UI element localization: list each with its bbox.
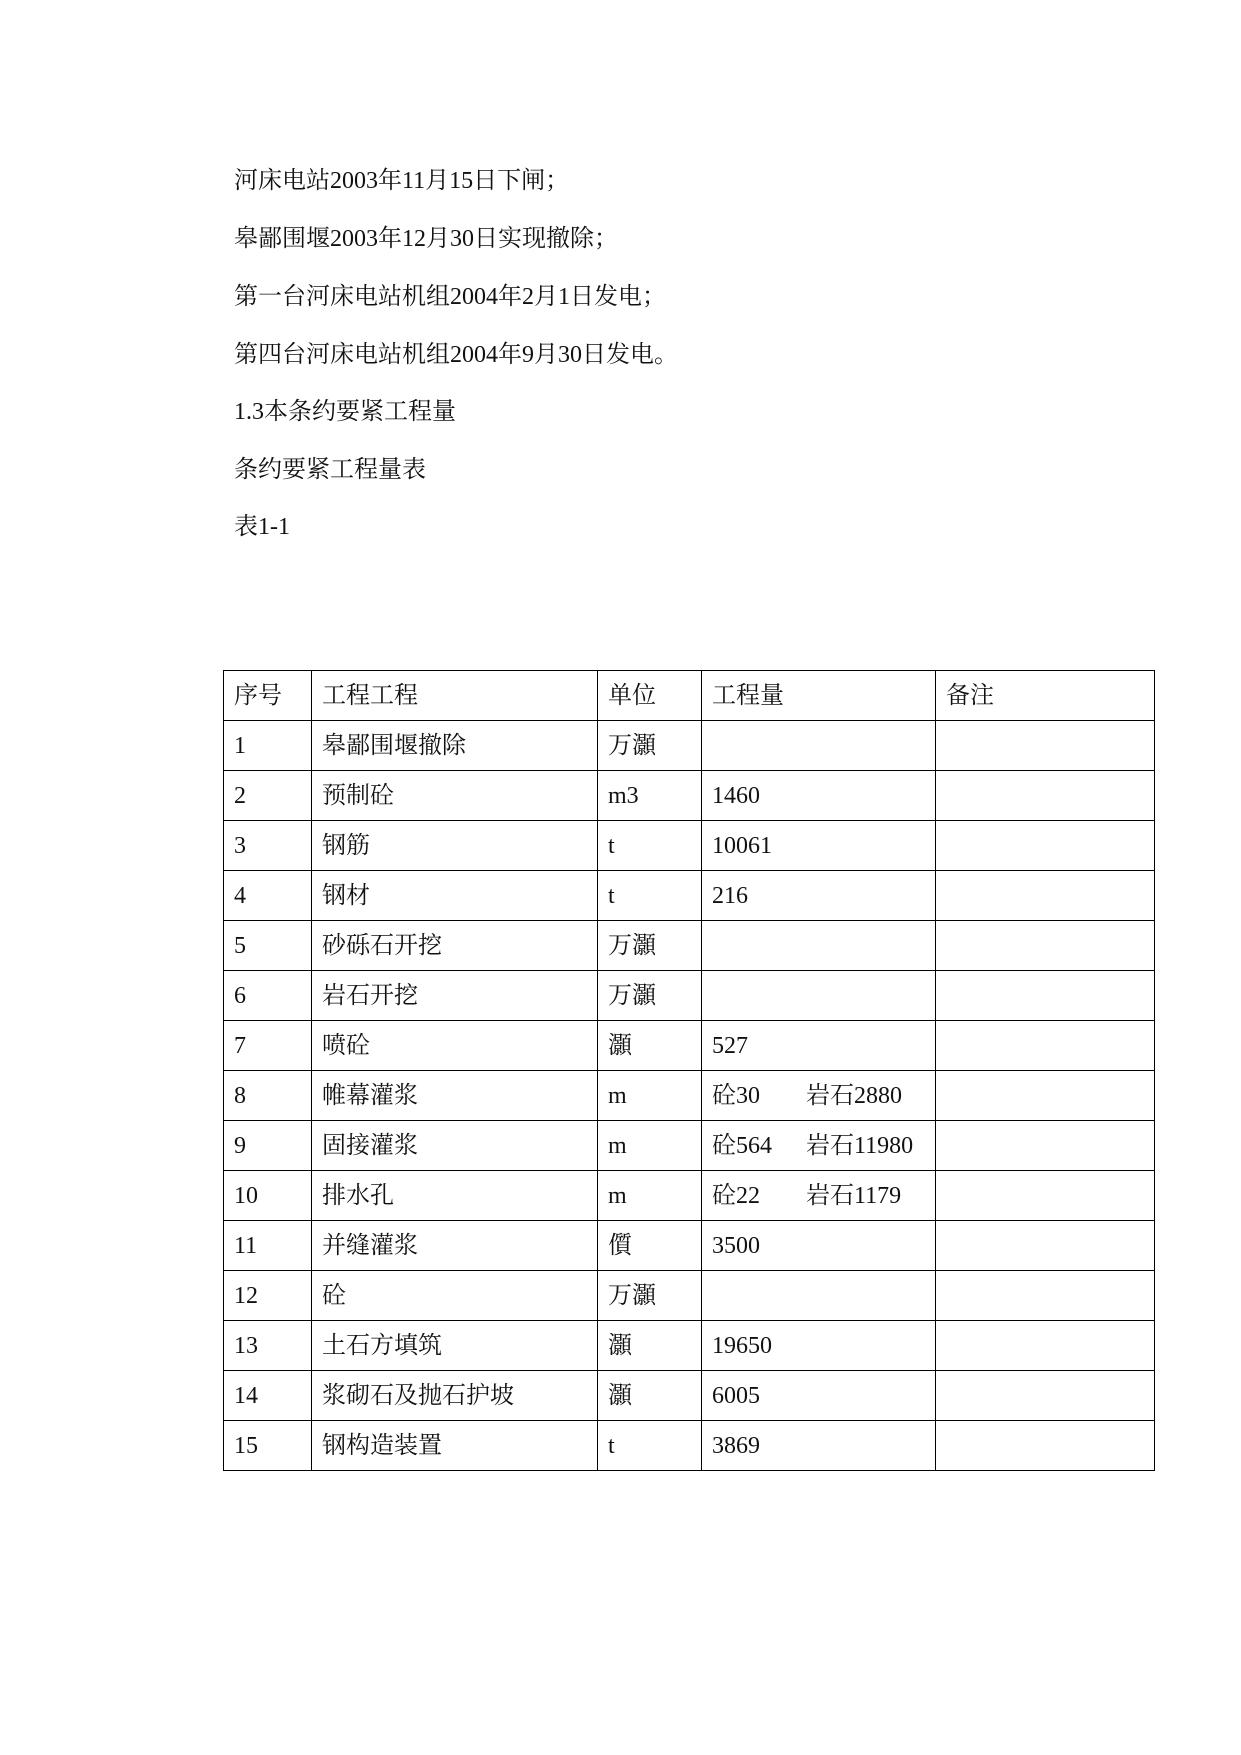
cell-quantity (702, 1321, 936, 1371)
cell-remarks (936, 721, 1155, 771)
cell-no: 6 (224, 971, 312, 1021)
cell-item: 砂砾石开挖 (312, 921, 598, 971)
table-row (224, 1321, 1155, 1371)
paragraph-first-unit: 第一台河床电站机组2004年2月1日发电； (234, 284, 666, 310)
cell-no: 10 (224, 1171, 312, 1221)
cell-remarks (936, 1121, 1155, 1171)
cell-unit: 灝 (598, 1021, 702, 1071)
cell-no: 11 (224, 1221, 312, 1271)
quantity-secondary-value: 岩石2880 (806, 1082, 902, 1109)
cell-item: 土石方填筑 (312, 1321, 598, 1371)
cell-no: 13 (224, 1321, 312, 1371)
cell-remarks (936, 1271, 1155, 1321)
cell-item: 帷幕灌浆 (312, 1071, 598, 1121)
cell-no: 8 (224, 1071, 312, 1121)
cell-no: 1 (224, 721, 312, 771)
quantity-value: 3869 (712, 1432, 760, 1459)
header-cell-no: 序号 (224, 671, 312, 721)
cell-no: 9 (224, 1121, 312, 1171)
cell-remarks (936, 1171, 1155, 1221)
cell-quantity (702, 1071, 936, 1121)
paragraph-fourth-unit: 第四台河床电站机组2004年9月30日发电。 (234, 342, 678, 368)
table-row (224, 1421, 1155, 1471)
cell-unit: 万灝 (598, 721, 702, 771)
cell-remarks (936, 1071, 1155, 1121)
section-heading: 1.3本条约要紧工程量 (234, 399, 456, 425)
cell-no: 15 (224, 1421, 312, 1471)
paragraph-cofferdam-removal: 皋鄙围堰2003年12月30日实现撤除； (234, 226, 618, 252)
quantity-value: 527 (712, 1032, 748, 1059)
header-cell-quantity: 工程量 (702, 671, 936, 721)
table-row (224, 971, 1155, 1021)
header-cell-unit: 单位 (598, 671, 702, 721)
cell-item: 钢构造装置 (312, 1421, 598, 1471)
cell-no: 12 (224, 1271, 312, 1321)
cell-remarks (936, 771, 1155, 821)
cell-unit: m3 (598, 771, 702, 821)
cell-quantity (702, 1121, 936, 1171)
table-row (224, 871, 1155, 921)
cell-item: 预制砼 (312, 771, 598, 821)
cell-remarks (936, 871, 1155, 921)
quantity-value: 砼22 (712, 1182, 760, 1209)
quantity-value: 砼564 (712, 1132, 772, 1159)
table-row (224, 1221, 1155, 1271)
quantity-value: 6005 (712, 1382, 760, 1409)
quantity-value: 砼30 (712, 1082, 760, 1109)
cell-no: 5 (224, 921, 312, 971)
cell-quantity (702, 1221, 936, 1271)
table-row (224, 921, 1155, 971)
cell-item: 皋鄙围堰撤除 (312, 721, 598, 771)
table-row (224, 821, 1155, 871)
quantity-value: 3500 (712, 1232, 760, 1259)
cell-quantity (702, 1371, 936, 1421)
cell-unit: m (598, 1121, 702, 1171)
cell-unit: 灝 (598, 1321, 702, 1371)
quantity-value: 216 (712, 882, 748, 909)
cell-quantity (702, 1171, 936, 1221)
quantities-table (223, 670, 1155, 1471)
cell-no: 4 (224, 871, 312, 921)
cell-quantity (702, 871, 936, 921)
cell-item: 砼 (312, 1271, 598, 1321)
cell-unit: t (598, 871, 702, 921)
cell-remarks (936, 821, 1155, 871)
cell-quantity (702, 1421, 936, 1471)
cell-quantity (702, 771, 936, 821)
cell-unit: 灝 (598, 1371, 702, 1421)
cell-unit: m (598, 1171, 702, 1221)
cell-unit: m (598, 1071, 702, 1121)
cell-remarks (936, 971, 1155, 1021)
quantity-secondary-value: 岩石1179 (806, 1182, 902, 1209)
cell-remarks (936, 1021, 1155, 1071)
cell-unit: t (598, 821, 702, 871)
table-row (224, 721, 1155, 771)
table-row (224, 1371, 1155, 1421)
paragraph-diversion-date: 河床电站2003年11月15日下闸； (234, 168, 570, 194)
quantity-value: 1460 (712, 782, 760, 809)
table-row (224, 1171, 1155, 1221)
quantity-value: 19650 (712, 1332, 772, 1359)
cell-remarks (936, 1321, 1155, 1371)
cell-remarks (936, 1221, 1155, 1271)
table-row (224, 1071, 1155, 1121)
cell-no: 2 (224, 771, 312, 821)
cell-item: 排水孔 (312, 1171, 598, 1221)
cell-unit: 万灝 (598, 921, 702, 971)
cell-remarks (936, 921, 1155, 971)
table-number: 表1-1 (234, 514, 290, 540)
cell-unit: 万灝 (598, 1271, 702, 1321)
cell-item: 岩石开挖 (312, 971, 598, 1021)
table-row (224, 1271, 1155, 1321)
cell-item: 并缝灌浆 (312, 1221, 598, 1271)
cell-no: 7 (224, 1021, 312, 1071)
header-cell-remarks: 备注 (936, 671, 1155, 721)
quantity-secondary-value: 岩石11980 (806, 1132, 914, 1159)
cell-item: 浆砌石及抛石护坡 (312, 1371, 598, 1421)
cell-unit: 儨 (598, 1221, 702, 1271)
header-cell-item: 工程工程 (312, 671, 598, 721)
cell-quantity (702, 971, 936, 1021)
cell-quantity (702, 1021, 936, 1071)
cell-quantity (702, 721, 936, 771)
table-row (224, 1121, 1155, 1171)
cell-quantity (702, 1271, 936, 1321)
cell-quantity (702, 821, 936, 871)
cell-item: 固接灌浆 (312, 1121, 598, 1171)
cell-item: 钢筋 (312, 821, 598, 871)
cell-quantity (702, 921, 936, 971)
cell-unit: 万灝 (598, 971, 702, 1021)
cell-remarks (936, 1421, 1155, 1471)
cell-no: 3 (224, 821, 312, 871)
cell-remarks (936, 1371, 1155, 1421)
cell-no: 14 (224, 1371, 312, 1421)
cell-unit: t (598, 1421, 702, 1471)
table-title: 条约要紧工程量表 (234, 457, 426, 483)
cell-item: 喷砼 (312, 1021, 598, 1071)
table-header-row (224, 671, 1155, 721)
cell-item: 钢材 (312, 871, 598, 921)
table-row (224, 771, 1155, 821)
table-row (224, 1021, 1155, 1071)
quantity-value: 10061 (712, 832, 772, 859)
